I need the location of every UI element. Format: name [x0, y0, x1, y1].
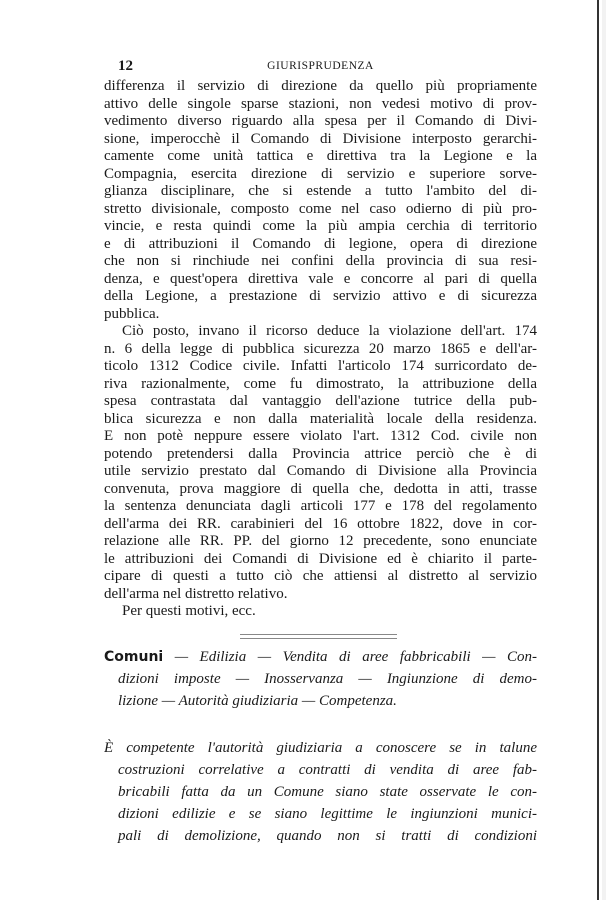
text-line: glianza disciplinare, che si estende a tutto l'ambito del di- — [104, 183, 537, 199]
text-line: cipare di questi a tutto ciò che attiensi al distretto al servizio — [104, 568, 537, 584]
body-text — [104, 78, 537, 621]
summary-line: dizioni imposte — Inosservanza — Ingiunzione di demo- — [118, 671, 537, 687]
maxim-line: costruzioni correlative a contratti di vendita di aree fab- — [118, 762, 537, 778]
scan-edge — [597, 0, 599, 900]
maxim-line: È competente l'autorità giudiziaria a conoscere se in talune — [104, 740, 537, 756]
page-header — [104, 58, 537, 76]
text-line: dell'arma nel distretto relativo. — [104, 585, 288, 602]
text-line: Ciò posto, invano il ricorso deduce la violazione dell'art. 174 — [122, 323, 537, 339]
text-line: e di attribuzioni il Comando di legione, opera di direzione — [104, 235, 537, 252]
text-line: spesa contrastata dal vantaggio dell'azione tutrice della pub- — [104, 393, 537, 409]
text-line: E non potè neppure essere violato l'art. 1312 Cod. civile non — [104, 428, 537, 444]
text-line: convenuta, prova maggiore di quella che, dedotta in atti, trasse — [104, 480, 537, 497]
text-line: sione, imperocchè il Comando di Divisione interposto gerarchi- — [104, 130, 537, 147]
text-line: la sentenza denunciata dagli articoli 177 e 178 del regolamento — [104, 498, 537, 514]
scan-margin — [602, 0, 606, 900]
summary-first-line: — Edilizia — Vendita di aree fabbricabili — Con- — [163, 649, 537, 665]
text-line: ticolo 1312 Codice civile. Infatti l'articolo 174 surricordato de- — [104, 358, 537, 374]
section-divider — [240, 634, 397, 639]
text-line: utile servizio prestato dal Comando di Divisione alla Provincia — [104, 463, 537, 479]
text-line: pubblica. — [104, 305, 160, 322]
summary-line: lizione — Autorità giudiziaria — Competenza. — [118, 693, 397, 709]
text-line: della Legione, a prestazione di servizio attivo e di sicurezza — [104, 288, 537, 304]
text-line: camente come unità tattica e direttiva tra la Legione e la — [104, 148, 537, 164]
text-line: Per questi motivi, ecc. — [122, 603, 256, 619]
maxim-line: pali di demolizione, quando non si tratti di condizioni — [118, 828, 537, 844]
text-line: blica sicurezza e non dalla materialità locale della residenza. — [104, 410, 537, 427]
text-line: n. 6 della legge di pubblica sicurezza 20 marzo 1865 e dell'ar- — [104, 340, 537, 357]
text-line: denza, e quest'opera direttiva vale e concorre al pari di quella — [104, 270, 537, 287]
text-line: dell'arma dei RR. carabinieri del 16 ottobre 1822, dove in cor- — [104, 515, 537, 532]
text-line: vedimento diverso riguardo alla spesa per il Comando di Divi- — [104, 113, 537, 129]
summary-heading: Comuni — [104, 649, 164, 665]
legal-maxim — [104, 737, 537, 847]
text-line: che non si rinchiude nei confini della provincia di sua resi- — [104, 253, 537, 269]
text-line: differenza il servizio di direzione da quello più propriamente — [104, 78, 537, 94]
text-line: attivo delle singole sparse stazioni, non vedesi motivo di prov- — [104, 95, 537, 112]
text-line: relazione alle RR. PP. del giorno 12 precedente, sono enunciate — [104, 533, 537, 549]
summary-line — [104, 646, 537, 668]
text-line: le attribuzioni dei Comandi di Divisione ed è chiarito il parte- — [104, 550, 537, 567]
text-line: vincie, e resta quindi come la più ampia cerchia di territorio — [104, 218, 537, 234]
case-summary — [104, 646, 537, 712]
page-number: 12 — [118, 58, 133, 74]
text-line: Compagnia, esercita direzione di servizio e superiore sorve- — [104, 165, 537, 182]
text-line: potendo pretendersi dalla Provincia attrice perciò che è di — [104, 445, 537, 462]
maxim-line: dizioni edilizie e se siano legittime le ingiunzioni munici- — [118, 806, 537, 822]
maxim-line: bricabili fatta da un Comune siano state osservate le con- — [118, 784, 537, 800]
text-line: riva razionalmente, come fu dimostrato, la attribuzione della — [104, 375, 537, 392]
text-line: stretto divisionale, composto come nel caso odierno di più pro- — [104, 200, 537, 217]
running-title: GIURISPRUDENZA — [267, 60, 374, 72]
